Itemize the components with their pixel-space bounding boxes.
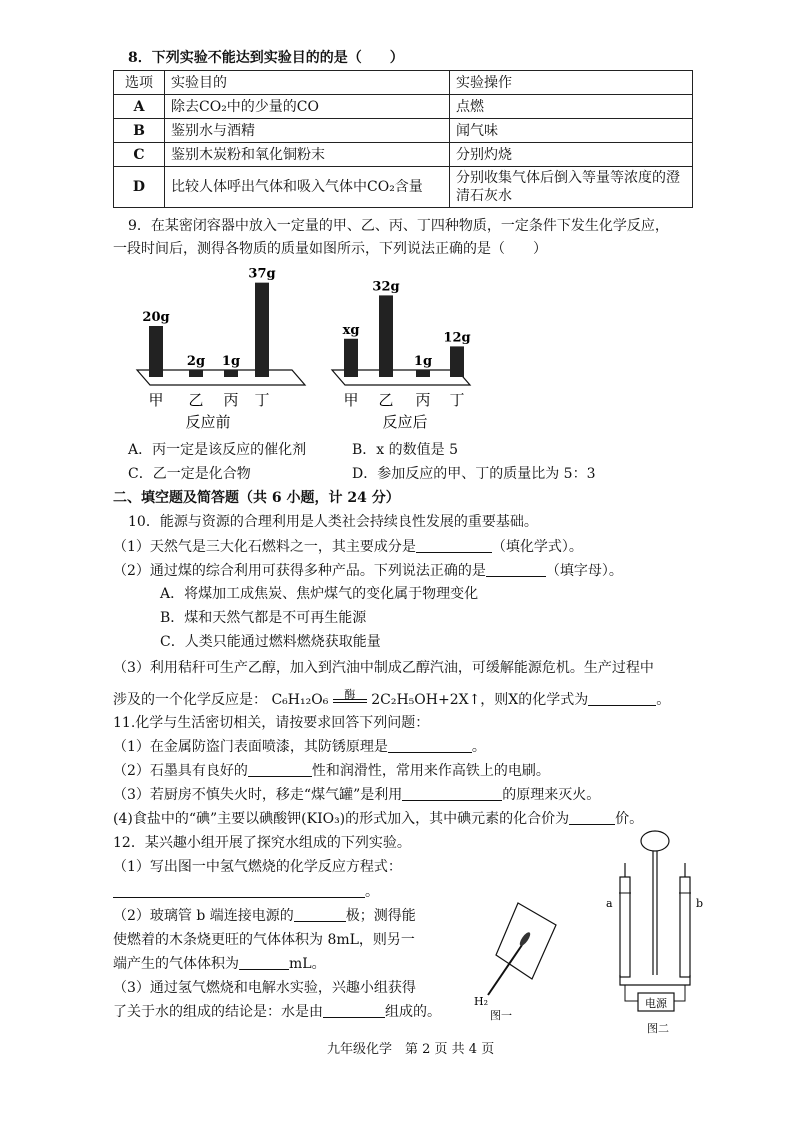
q11-part3 bbox=[113, 785, 600, 805]
q10-option-a: A．将煤加工成焦炭、焦炉煤气的变化属于物理变化 bbox=[160, 586, 479, 602]
q12-part2-line3 bbox=[113, 954, 326, 974]
answer-blank[interactable] bbox=[248, 762, 312, 777]
text: 端产生的气体体积为 bbox=[113, 956, 239, 972]
category-label: 甲 bbox=[148, 391, 164, 409]
text: （2）石墨具有良好的 bbox=[113, 763, 248, 779]
row-operation: 分别灼烧 bbox=[450, 143, 693, 167]
q10-part1 bbox=[113, 537, 583, 557]
text: （填化学式）。 bbox=[491, 539, 583, 555]
answer-blank[interactable] bbox=[113, 883, 365, 898]
row-option: D bbox=[114, 167, 165, 208]
q12-part2-line1 bbox=[113, 906, 416, 926]
q9-option-b: B．x 的数值是 5 bbox=[352, 442, 458, 458]
tube-a bbox=[620, 877, 630, 977]
text: （3）若厨房不慎失火时，移走“煤气罐”是利用 bbox=[113, 787, 403, 803]
value-label: 32g bbox=[372, 279, 400, 295]
row-operation: 分别收集气体后倒入等量等浓度的澄清石灰水 bbox=[450, 167, 693, 208]
power-label: 电源 bbox=[645, 997, 667, 1010]
q9-line1: 9．在某密闭容器中放入一定量的甲、乙、丙、丁四种物质，一定条件下发生化学反应， bbox=[128, 218, 669, 234]
text: 价。 bbox=[615, 811, 644, 827]
text: 性和润滑性，常用来作高铁上的电刷。 bbox=[311, 763, 550, 779]
text: （2）玻璃管 b 端连接电源的 bbox=[113, 908, 294, 924]
text: （1）天然气是三大化石燃料之一，其主要成分是 bbox=[113, 539, 416, 555]
figure-2-electrolysis bbox=[600, 825, 710, 1040]
table-row bbox=[114, 119, 693, 143]
chart-before bbox=[137, 267, 305, 431]
row-operation: 点燃 bbox=[450, 95, 693, 119]
q11-part4 bbox=[113, 809, 643, 829]
q11-title: 11.化学与生活密切相关，请按要求回答下列问题： bbox=[113, 715, 430, 731]
header-purpose: 实验目的 bbox=[165, 71, 450, 95]
q9-line2: 一段时间后，测得各物质的质量如图所示，下列说法正确的是（ ） bbox=[113, 241, 547, 257]
value-label: 1g bbox=[221, 354, 241, 369]
value-label: 1g bbox=[413, 354, 433, 369]
q12-part1: （1）写出图一中氢气燃烧的化学反应方程式： bbox=[113, 859, 402, 875]
answer-blank[interactable] bbox=[239, 955, 289, 970]
q9-charts bbox=[120, 255, 480, 435]
q10-title: 10．能源与资源的合理利用是人类社会持续良性发展的重要基础。 bbox=[128, 514, 538, 530]
chart-after bbox=[332, 279, 471, 431]
tube-b-label: b bbox=[696, 897, 704, 910]
text: ，则X的化学式为 bbox=[480, 692, 589, 708]
bar-before-bing bbox=[224, 370, 238, 377]
q10-part3-line2 bbox=[113, 690, 670, 710]
bar-before-jia bbox=[149, 326, 163, 377]
table-row bbox=[114, 167, 693, 208]
q9-option-a: A．丙一定是该反应的催化剂 bbox=[128, 442, 307, 458]
q12-title: 12．某兴趣小组开展了探究水组成的下列实验。 bbox=[113, 835, 411, 851]
category-label: 丁 bbox=[449, 391, 465, 409]
text: 的原理来灭火。 bbox=[502, 787, 601, 803]
text: (4)食盐中的“碘”主要以碘酸钾(KIO₃)的形式加入，其中碘元素的化合价为 bbox=[113, 811, 570, 827]
answer-blank[interactable] bbox=[294, 907, 346, 922]
bar-before-ding bbox=[255, 283, 269, 377]
answer-blank[interactable] bbox=[486, 562, 546, 577]
q8-title: 8．下列实验不能达到实验目的的是（ ） bbox=[128, 50, 404, 66]
answer-blank[interactable] bbox=[569, 810, 615, 825]
category-label: 甲 bbox=[343, 391, 359, 409]
q9-option-d: D．参加反应的甲、丁的质量比为 5：3 bbox=[352, 466, 596, 482]
answer-blank[interactable] bbox=[402, 786, 502, 801]
text: 涉及的一个化学反应是： bbox=[113, 692, 267, 708]
tube-b bbox=[680, 877, 690, 977]
bar-before-yi bbox=[189, 370, 203, 377]
page-footer: 九年级化学 第 2 页 共 4 页 bbox=[327, 1042, 495, 1057]
header-operation: 实验操作 bbox=[450, 71, 693, 95]
answer-blank[interactable] bbox=[388, 738, 472, 753]
value-label: 37g bbox=[248, 266, 276, 282]
text: mL。 bbox=[289, 956, 326, 972]
answer-blank[interactable] bbox=[416, 538, 492, 553]
figure-1-hydrogen-burning bbox=[470, 895, 560, 1025]
q9-option-c: C．乙一定是化合物 bbox=[128, 466, 251, 482]
row-option: A bbox=[114, 95, 165, 119]
figure-caption: 图二 bbox=[647, 1022, 669, 1035]
text: 了关于水的组成的结论是：水是由 bbox=[113, 1004, 323, 1020]
bar-after-ding bbox=[450, 346, 464, 377]
table-header-row bbox=[114, 71, 693, 95]
bar-after-yi bbox=[379, 295, 393, 377]
table-row bbox=[114, 95, 693, 119]
reaction-arrow bbox=[333, 688, 367, 710]
chart-after-caption: 反应后 bbox=[382, 413, 428, 431]
row-purpose: 除去CO₂中的少量的CO bbox=[165, 95, 450, 119]
q12-part3-line2 bbox=[113, 1002, 441, 1022]
figure-caption: 图一 bbox=[490, 1009, 512, 1022]
q11-part2 bbox=[113, 761, 550, 781]
q10-option-c: C．人类只能通过燃料燃烧获取能量 bbox=[160, 634, 381, 650]
table-row bbox=[114, 143, 693, 167]
category-label: 丁 bbox=[254, 391, 270, 409]
value-label: 20g bbox=[142, 310, 170, 325]
q8-table bbox=[113, 70, 693, 208]
reaction-condition: 酶 bbox=[344, 688, 356, 701]
q11-part1 bbox=[113, 737, 486, 757]
q12-part1-answer bbox=[113, 882, 379, 902]
value-label: xg bbox=[342, 322, 360, 338]
text: 。 bbox=[365, 884, 379, 900]
text: 组成的。 bbox=[385, 1004, 441, 1020]
bar-after-jia bbox=[344, 339, 358, 377]
row-purpose: 鉴别木炭粉和氧化铜粉末 bbox=[165, 143, 450, 167]
q12-part3-line1: （3）通过氢气燃烧和电解水实验，兴趣小组获得 bbox=[113, 980, 416, 996]
value-label: 12g bbox=[443, 330, 471, 346]
equation-right: 2C₂H₅OH+2X↑ bbox=[371, 692, 481, 708]
section-title: 二、填空题及简答题（共 6 小题，计 24 分） bbox=[113, 490, 400, 506]
text: 。 bbox=[471, 739, 486, 755]
tube-a-label: a bbox=[606, 897, 613, 910]
category-label: 丙 bbox=[223, 391, 239, 409]
text: （2）通过煤的综合利用可获得多种产品。下列说法正确的是 bbox=[113, 563, 486, 579]
q10-option-b: B．煤和天然气都是不可再生能源 bbox=[160, 610, 367, 626]
answer-blank[interactable] bbox=[588, 691, 656, 706]
header-option: 选项 bbox=[114, 71, 165, 95]
q10-part3-line1: （3）利用秸秆可生产乙醇，加入到汽油中制成乙醇汽油，可缓解能源危机。生产过程中 bbox=[113, 660, 654, 676]
text: （1）在金属防盗门表面喷漆，其防锈原理是 bbox=[113, 739, 388, 755]
text: 极；测得能 bbox=[345, 908, 416, 924]
answer-blank[interactable] bbox=[323, 1003, 385, 1018]
reservoir-bulb bbox=[641, 831, 669, 851]
row-purpose: 比较人体呼出气体和吸入气体中CO₂含量 bbox=[165, 167, 450, 208]
category-label: 丙 bbox=[415, 391, 431, 409]
row-option: B bbox=[114, 119, 165, 143]
row-option: C bbox=[114, 143, 165, 167]
text: （填字母）。 bbox=[545, 563, 623, 579]
row-operation: 闻气味 bbox=[450, 119, 693, 143]
category-label: 乙 bbox=[188, 391, 204, 409]
q12-part2-line2: 使燃着的木条烧更旺的气体体积为 8mL，则另一 bbox=[113, 932, 415, 948]
row-purpose: 鉴别水与酒精 bbox=[165, 119, 450, 143]
value-label: 2g bbox=[186, 354, 206, 369]
chart-before-caption: 反应前 bbox=[185, 413, 231, 431]
bar-after-bing bbox=[416, 370, 430, 377]
text: 。 bbox=[656, 692, 671, 708]
gas-label: H₂ bbox=[474, 995, 489, 1008]
q10-part2 bbox=[113, 561, 623, 581]
category-label: 乙 bbox=[378, 391, 394, 409]
equation-left: C₆H₁₂O₆ bbox=[271, 692, 329, 708]
